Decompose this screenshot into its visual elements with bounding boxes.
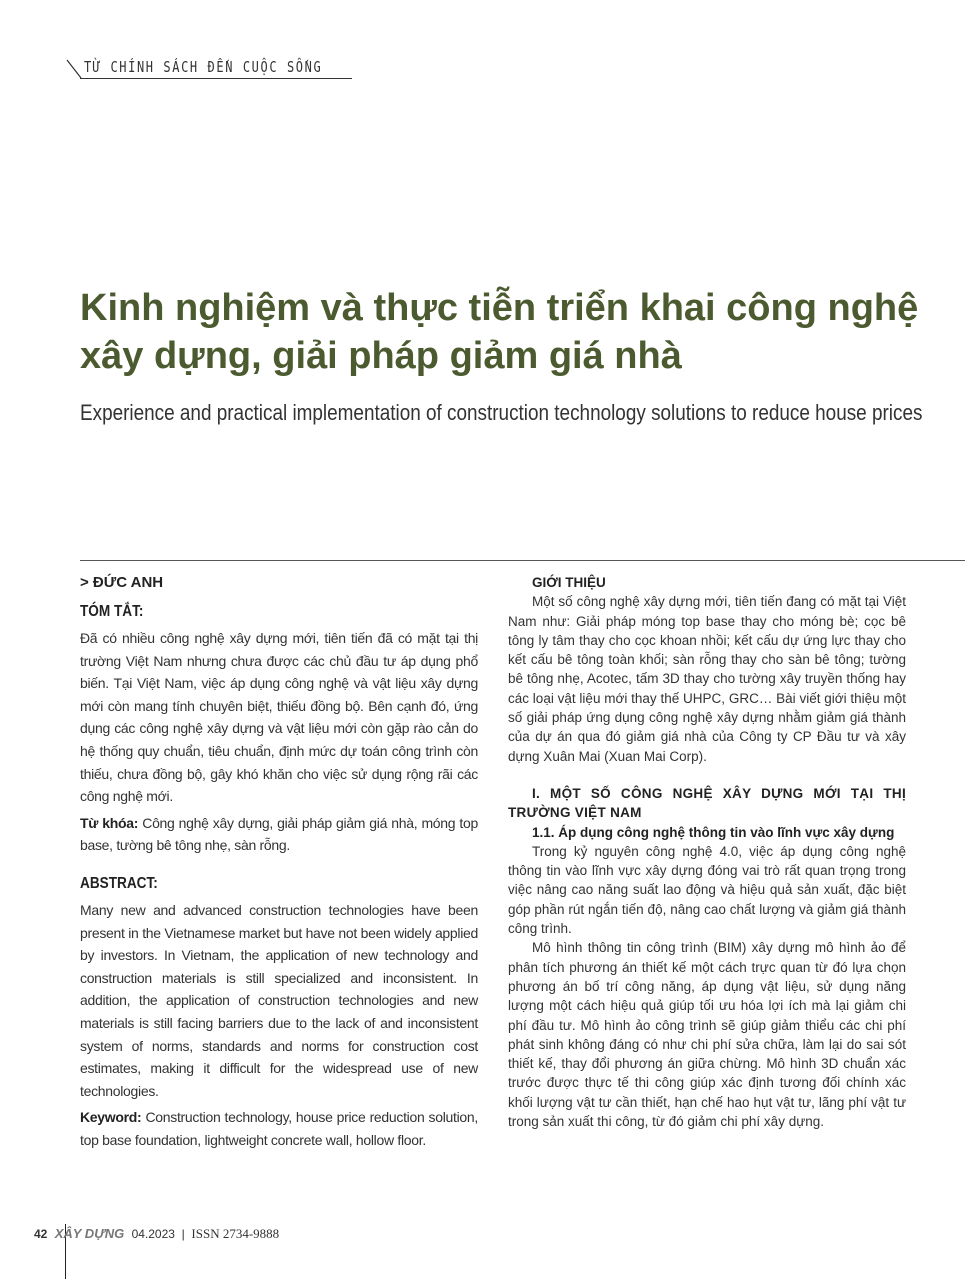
divider [80,560,965,561]
section-heading: I. MỘT SỐ CÔNG NGHỆ XÂY DỰNG MỚI TẠI THỊ TRƯỜNG VIỆT NAM [508,785,906,821]
footer [34,1226,279,1242]
keywords-label: Từ khóa: [80,814,139,831]
issn: ISSN 2734-9888 [191,1226,280,1241]
body-paragraph: Mô hình thông tin công trình (BIM) xây dựng mô hình ảo để phân tích phương án thiết kế một cách trực quan từ đó lựa chọn phương án bố trí công năng, áp dụng vật liệu, sử dụng năng lượng một cách hiệu quả giúp tối ưu hóa lợi ích mà lại giảm chi phí đầu tư. Mô hình ảo công trình sẽ giúp giảm thiểu các chi phí phát sinh không đáng có như chi phí sửa chữa, làm lại do sai sót thiết kế, thay đổi phương án giữa chừng. Mô hình 3D chuẩn xác trước được thực tế thi công giúp xác định tương đối chính xác khối lượng vật tư cần thiết, hạn chế hao hụt vật tư, lãng phí vật tư trong sản xuất thi công, từ đó giảm chi phí xây dựng. [508,940,906,1130]
article-title: Kinh nghiệm và thực tiễn triển khai công nghệ xây dựng, giải pháp giảm giá nhà [80,287,919,377]
body-column [508,573,906,1131]
issue: 04.2023 [131,1227,175,1241]
section-header [66,56,366,80]
author: > ĐỨC ANH [80,574,164,591]
page-number: 42 [34,1227,48,1241]
abstract-heading: ABSTRACT: [80,874,158,892]
keywords-text: Construction technology, house price reduction solution, top base foundation, lightweight concrete wall, hollow floor. [80,1109,478,1148]
article-subtitle: Experience and practical implementation of construction technology solutions to reduce house prices [80,400,923,425]
body-paragraph: Trong kỷ nguyên công nghệ 4.0, việc áp dụng công nghệ thông tin vào lĩnh vực xây dựng đóng vai trò rất quan trọng trong việc nâng cao năng suất lao động và hiệu quả sản xuất, đặc biệt góp phần rút ngắn tiến độ, nâng cao chất lượng và giảm giá thành công trình. [508,843,906,937]
abstract-column [80,574,478,1169]
intro-paragraph: Một số công nghệ xây dựng mới, tiên tiến đang có mặt tại Việt Nam như: Giải pháp móng top base thay cho móng bè; cọc bê tông ly tâm thay cho cọc khoan nhồi; kết cấu dự ứng lực thay cho kết cấu bê tông toàn khối; sàn rỗng thay cho sàn bê tông; tường bê tông nhẹ, Acotec, tấm 3D thay cho tường xây truyền thống hay các loại vật liệu mới thay thế UHPC, GRC… Bài viết giới thiệu một số giải pháp ứng dụng công nghệ xây dựng nhằm giảm giá thành của dự án qua đó giảm giá nhà của Công ty CP Đầu tư và xây dựng Xuân Mai (Xuan Mai Corp). [508,594,906,764]
intro-heading: GIỚI THIỆU [532,575,606,590]
keywords-label: Keyword: [80,1109,142,1126]
slash-icon [66,58,82,78]
keywords-text: Công nghệ xây dựng, giải pháp giảm giá nhà, móng top base, tường bê tông nhẹ, sàn rỗng. [80,814,478,854]
footer-separator: | [181,1227,185,1241]
keywords-vi [80,812,478,857]
keywords-en [80,1106,478,1151]
header-underline [80,78,352,79]
subsection-heading: 1.1. Áp dụng công nghệ thông tin vào lĩnh vực xây dựng [532,824,895,840]
magazine-logo: XÂY DỰNG [54,1226,125,1241]
section-label: TỪ CHÍNH SÁCH ĐẾN CUỘC SỐNG [84,58,323,76]
summary-heading: TÓM TẮT: [80,603,144,620]
abstract-text: Many new and advanced construction technologies have been present in the Vietnamese market but have not been widely applied by investors. In Vietnam, the application of new technology and construction materials is still specialized and inconsistent. In addition, the application of construction technologies and new materials is still facing barriers due to the lack of and inconsistent system of norms, standards and norms for construction cost estimates, making it difficult for the widespread use of new technologies. [80,901,478,1099]
summary-text: Đã có nhiều công nghệ xây dựng mới, tiên tiến đã có mặt tại thị trường Việt Nam nhưng chưa được các chủ đầu tư áp dụng phổ biến. Tại Việt Nam, việc áp dụng công nghệ và vật liệu xây dựng mới còn mang tính chuyên biệt, thiếu đồng bộ. Bên cạnh đó, ứng dụng các công nghệ xây dựng và vật liệu mới còn gặp rào cản do hệ thống quy chuẩn, tiêu chuẩn, định mức dự toán công trình còn thiếu, chưa đồng bộ, gây khó khăn cho việc sử dụng rộng rãi các công nghệ mới. [80,630,478,805]
